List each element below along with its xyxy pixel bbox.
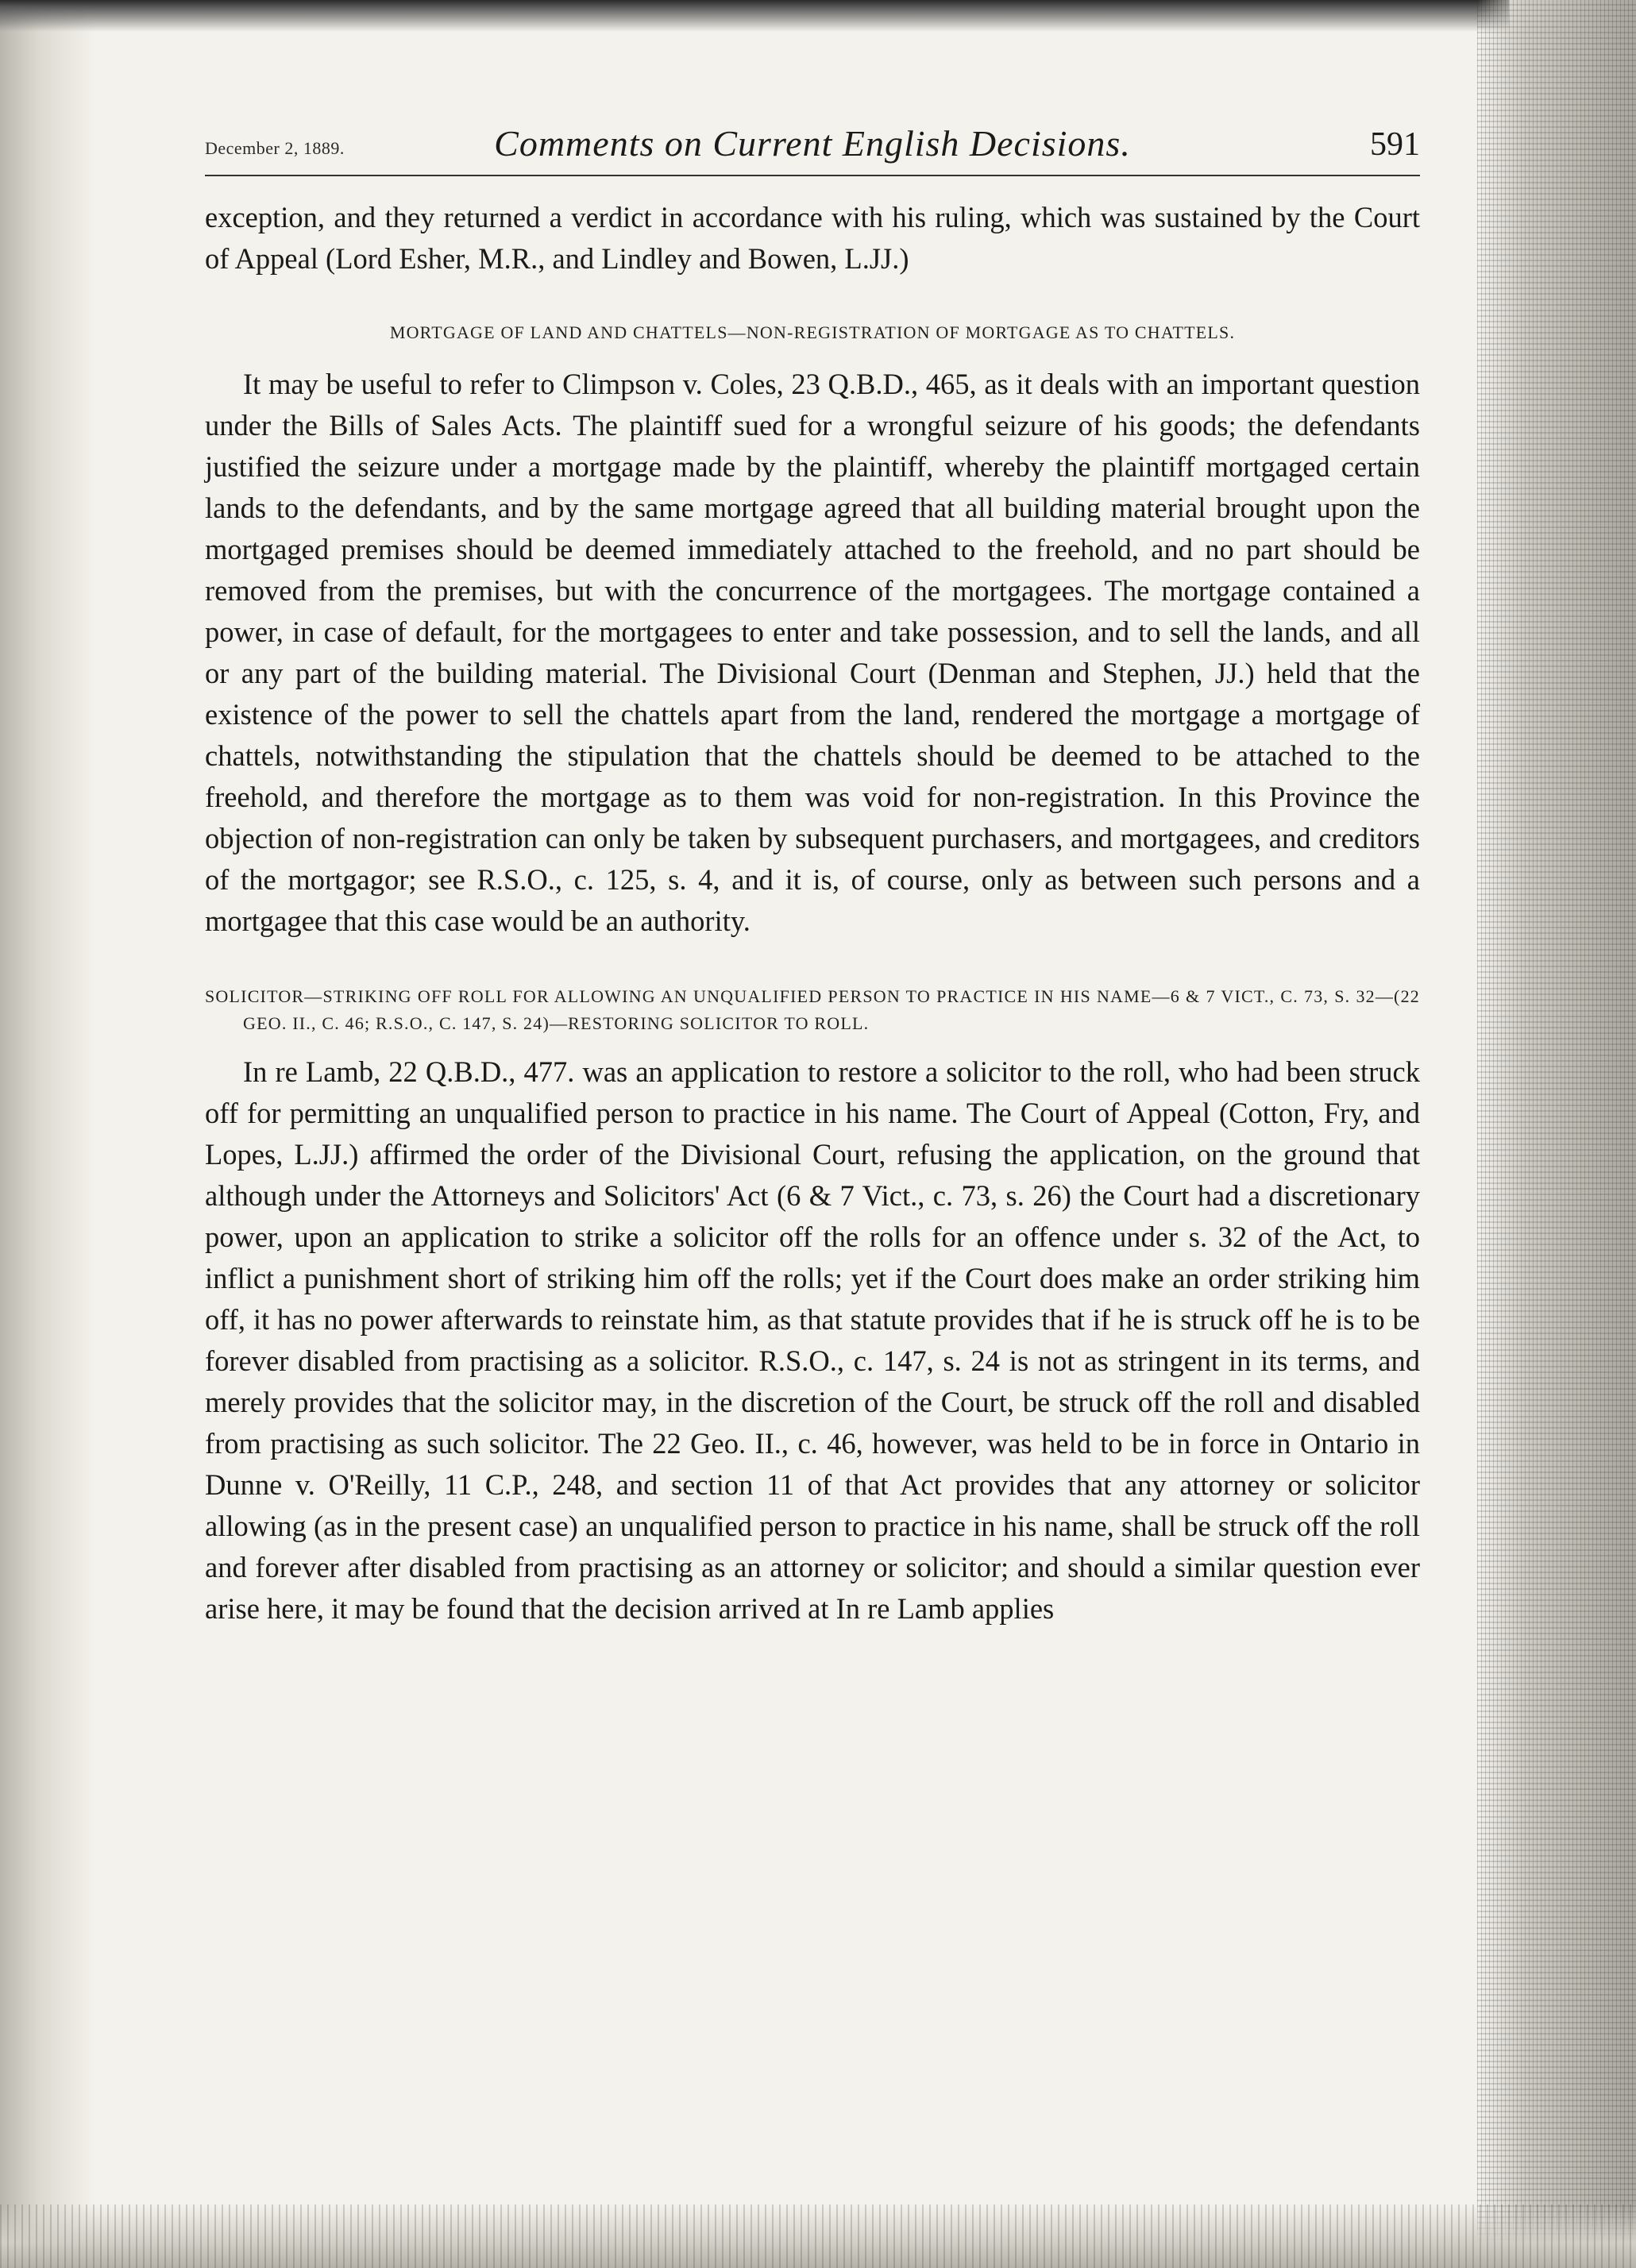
scan-edge-top xyxy=(0,0,1509,32)
running-head-title: Comments on Current English Decisions. xyxy=(494,123,1131,164)
scan-edge-bottom xyxy=(0,2204,1636,2268)
page-number: 591 xyxy=(1370,126,1420,163)
section-paragraph-mortgage: It may be useful to refer to Climpson v. Coles, 23 Q.B.D., 465, as it deals with an important question under the Bills of Sales Acts. The plaintiff sued for a wrongful seizure of his goods; the defendants justified the seizure under a mortgage made by the plaintiff, whereby the plaintiff mortgaged certain lands to the defendants, and by the same mortgage agreed that all building material brought upon the mortgaged premises should be deemed immediately attached to the freehold, and no part should be removed from the premises, but with the concurrence of the mortgagees. The mortgage contained a power, in case of default, for the mortgagees to enter and take possession, and to sell the lands, and all or any part of the building material. The Divisional Court (Denman and Stephen, JJ.) held that the existence of the power to sell the chattels apart from the land, rendered the mortgage a mortgage of chattels, notwithstanding the stipulation that the chattels should be deemed to be attached to the freehold, and therefore the mortgage as to them was void for non-registration. In this Province the objection of non-registration can only be taken by subsequent purchasers, and mortgagees, and creditors of the mortgagor; see R.S.O., c. 125, s. 4, and it is, of course, only as between such persons and a mortgagee that this case would be an authority. xyxy=(205,368,1420,937)
section-paragraph-solicitor: In re Lamb, 22 Q.B.D., 477. was an application to restore a solicitor to the roll, who had been struck off for permitting an unqualified person to practice in his name. The Court of Appeal (Cotton, Fry, and Lopes, L.JJ.) affirmed the order of the Divisional Court, refusing the application, on the ground that although under the Attorneys and Solicitors' Act (6 & 7 Vict., c. 73, s. 26) the Court had a discretionary power, upon an application to strike a solicitor off the rolls for an offence under s. 32 of the Act, to inflict a punishment short of striking him off the rolls; yet if the Court does make an order striking him off, it has no power afterwards to reinstate him, as that statute provides that if he is struck off he is to be forever disabled from practising as a solicitor. R.S.O., c. 147, s. 24 is not as stringent in its terms, and merely provides that the solicitor may, in the discretion of the Court, be struck off the roll and disabled from practising as such solicitor. The 22 Geo. II., c. 46, however, was held to be in force in Ontario in Dunne v. O'Reilly, 11 C.P., 248, and section 11 of that Act provides that any attorney or solicitor allowing (as in the present case) an unqualified person to practice in his name, shall be struck off the roll and forever after disabled from practising as an attorney or solicitor; and should a similar question ever arise here, it may be found that the decision arrived at In re Lamb applies xyxy=(205,1055,1420,1625)
page xyxy=(205,111,1420,1630)
running-head xyxy=(205,111,1420,176)
section-heading-mortgage: MORTGAGE OF LAND AND CHATTELS—NON-REGISTRATION OF MORTGAGE AS TO CHATTELS. xyxy=(389,322,1236,342)
section-heading-solicitor: SOLICITOR—STRIKING OFF ROLL FOR ALLOWING AN UNQUALIFIED PERSON TO PRACTICE IN HIS NAME—6 & 7 VICT., C. 73, S. 32—(22 GEO. II., C. 46; R.S.O., C. 147, S. 24)—RESTORING SOLICITOR TO ROLL. xyxy=(205,986,1420,1033)
scan-edge-left xyxy=(0,0,95,2268)
opening-paragraph: exception, and they returned a verdict in accordance with his ruling, which was sustained by the Court of Appeal (Lord Esher, M.R., and Lindley and Bowen, L.JJ.) xyxy=(205,201,1420,275)
running-head-date: December 2, 1889. xyxy=(205,138,345,158)
scan-edge-right xyxy=(1477,0,1636,2268)
